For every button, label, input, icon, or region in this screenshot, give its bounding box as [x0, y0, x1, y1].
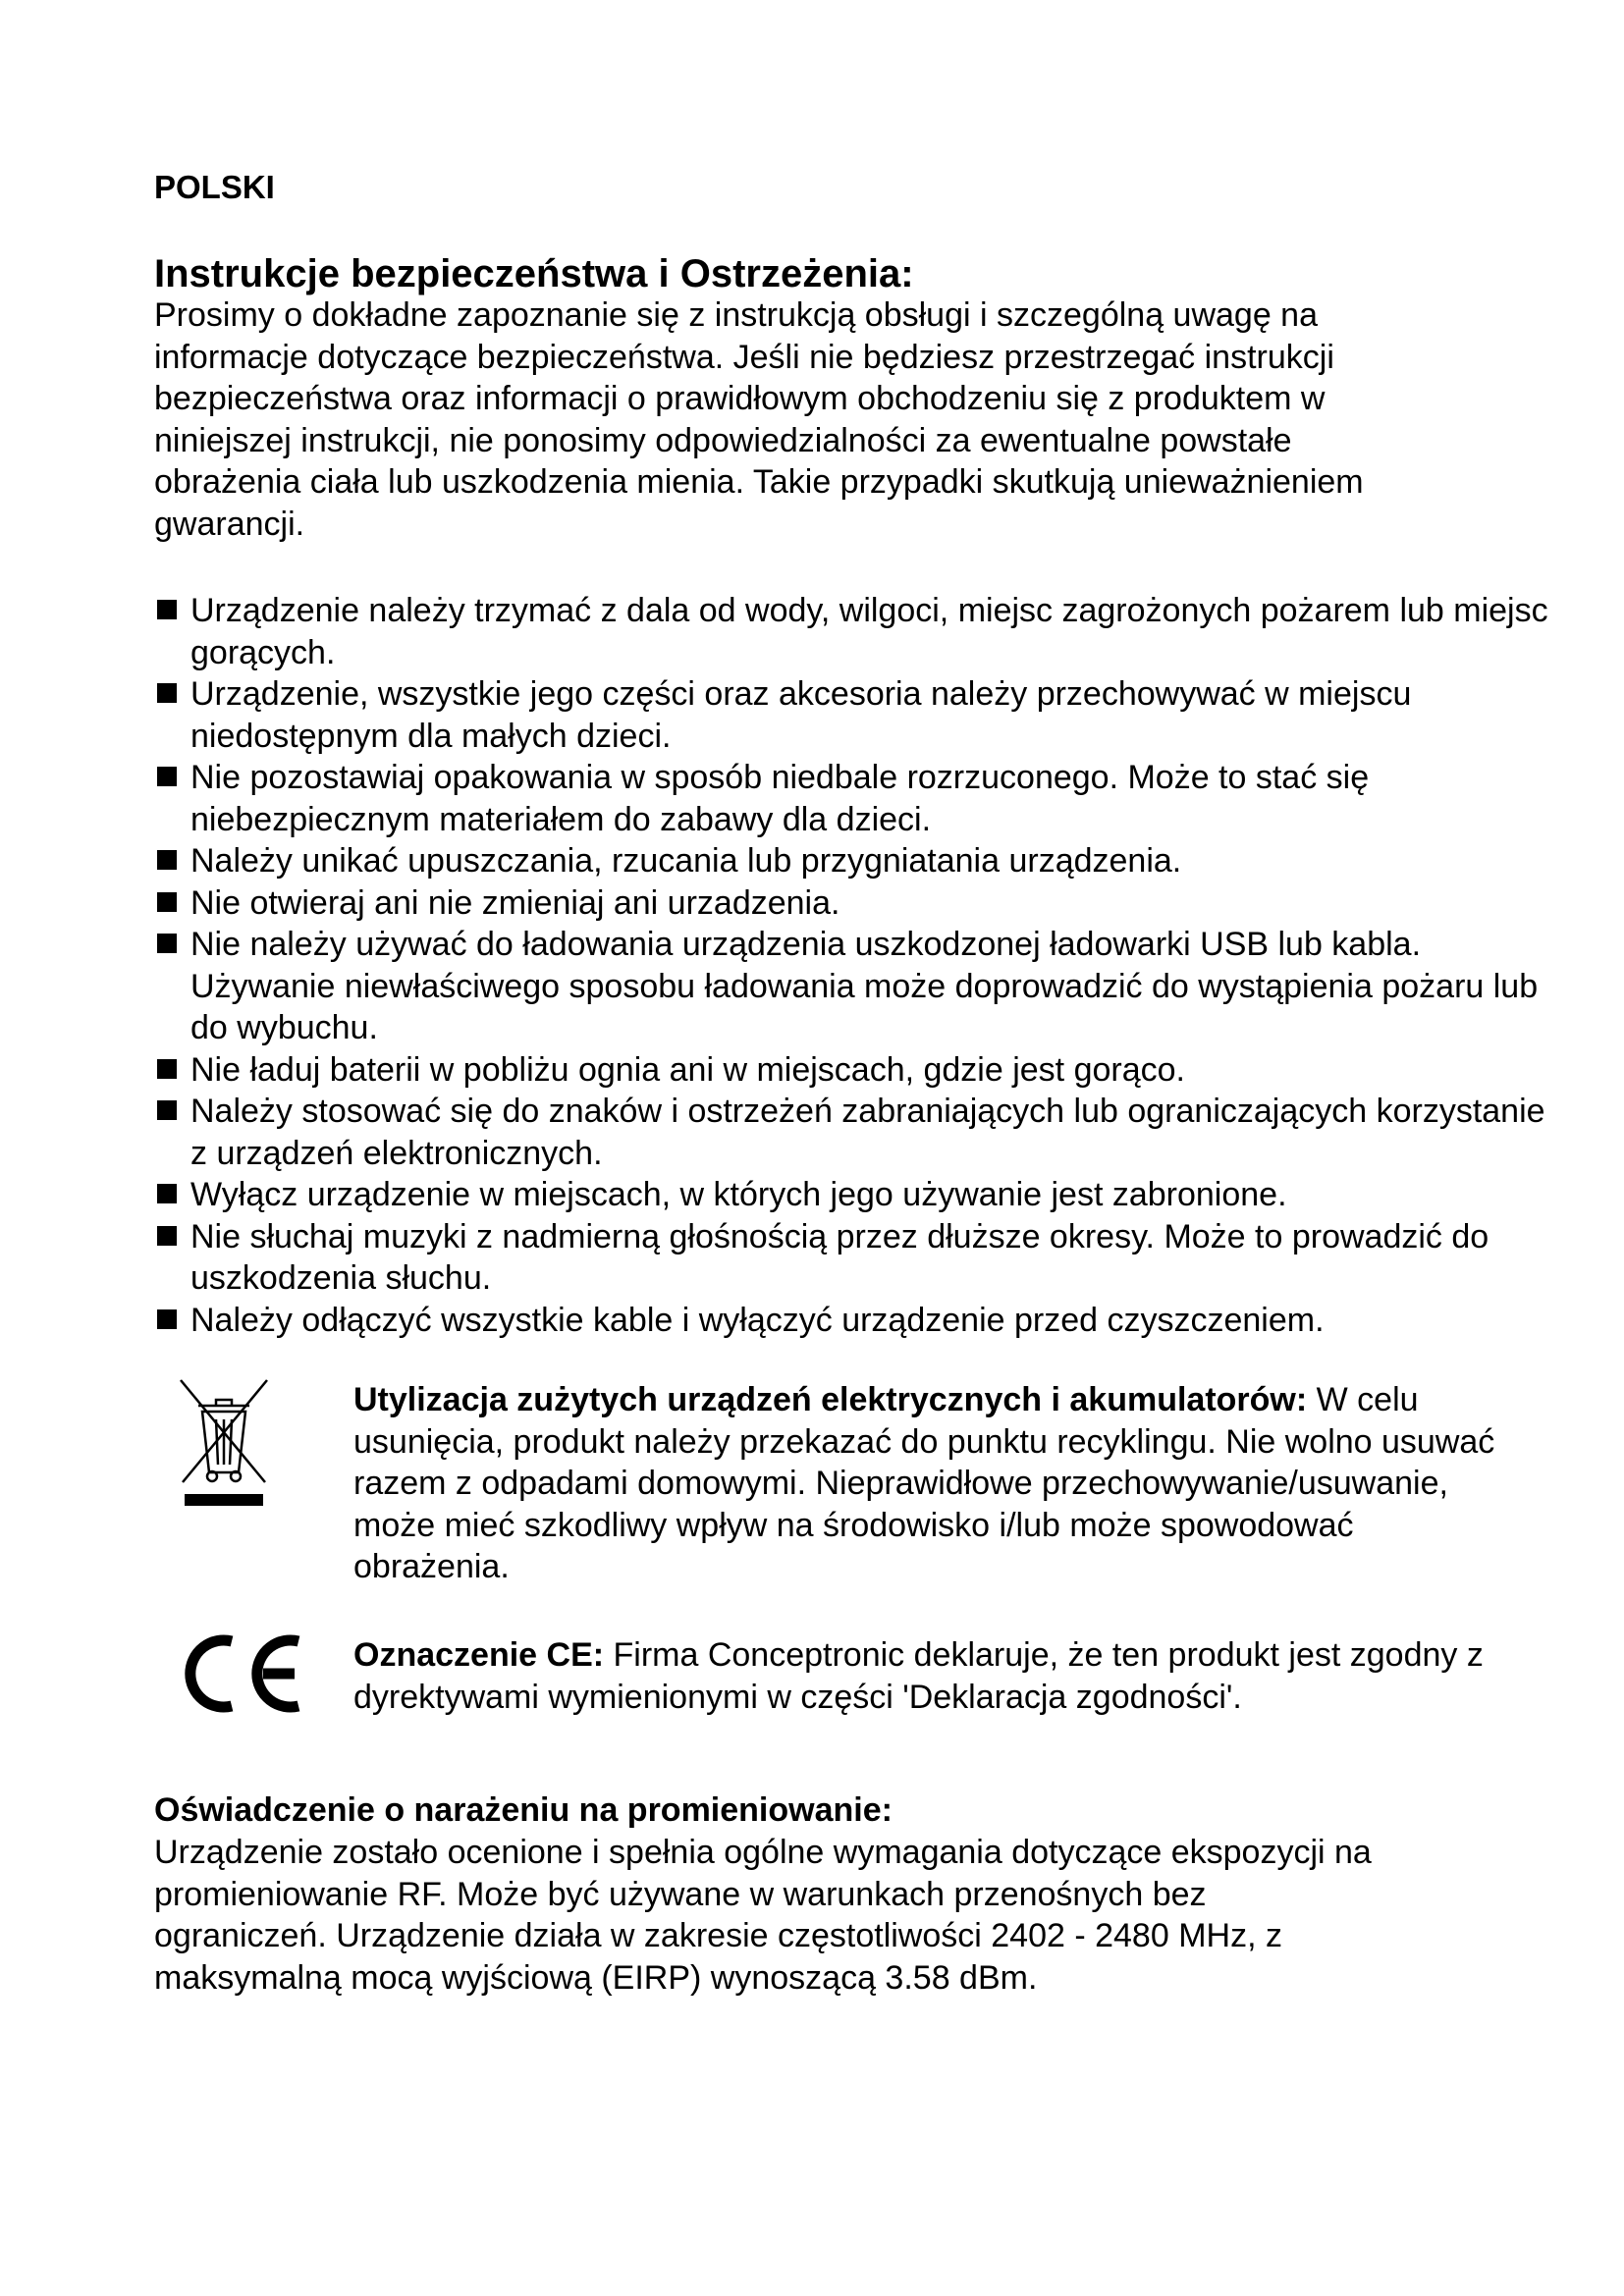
intro-line: informacje dotyczące bezpieczeństwa. Jeśli nie będziesz przestrzegać instrukcji [154, 338, 1334, 376]
radiation-line: maksymalną mocą wyjściową (EIRP) wynoszącą 3.58 dBm. [154, 1958, 1038, 1997]
bullet-square-icon [157, 600, 177, 619]
radiation-title: Oświadczenie o narażeniu na promieniowanie: [154, 1791, 893, 1829]
bullet-square-icon [157, 892, 177, 912]
list-item [154, 590, 1548, 673]
list-item [154, 1091, 1548, 1174]
bullet-square-icon [157, 1309, 177, 1329]
list-item [154, 882, 1548, 925]
intro-line: bezpieczeństwa oraz informacji o prawidłowym obchodzeniu się z produktem w [154, 380, 1326, 417]
list-item [154, 840, 1548, 882]
intro-line: obrażenia ciała lub uszkodzenia mienia. Takie przypadki skutkują unieważnieniem [154, 463, 1364, 501]
bullet-square-icon [157, 1059, 177, 1079]
bullet-square-icon [157, 934, 177, 953]
bullet-square-icon [157, 1100, 177, 1120]
radiation-line: ograniczeń. Urządzenie działa w zakresie częstotliwości 2402 - 2480 MHz, z [154, 1917, 1282, 1954]
radiation-line: Urządzenie zostało ocenione i spełnia ogólne wymagania dotyczące ekspozycji na [154, 1834, 1372, 1871]
bullet-square-icon [157, 850, 177, 870]
list-item [154, 757, 1548, 840]
list-item [154, 1216, 1548, 1300]
list-item [154, 1174, 1548, 1216]
bullet-text: Należy stosować się do znaków i ostrzeżeń zabraniających lub ograniczających korzystanie z urządzeń elektronicznych. [190, 1093, 1545, 1172]
ce-title: Oznaczenie CE: [353, 1636, 605, 1674]
bullet-text: Urządzenie należy trzymać z dala od wody, wilgoci, miejsc zagrożonych pożarem lub miejsc gorących. [190, 592, 1548, 671]
radiation-statement [154, 1832, 1548, 1999]
bullet-text: Nie ładuj baterii w pobliżu ognia ani w miejscach, gdzie jest gorąco. [190, 1050, 1185, 1089]
bullet-text: Nie otwieraj ani nie zmieniaj ani urzadzenia. [190, 883, 840, 922]
bullet-text: Nie pozostawiaj opakowania w sposób niedbale rozrzuconego. Może to stać się niebezpiecznym materiałem do zabawy dla dzieci. [190, 759, 1370, 838]
bullet-square-icon [157, 1226, 177, 1246]
weee-crossed-bin-icon [177, 1378, 271, 1508]
bullet-square-icon [157, 683, 177, 703]
weee-text: W celu usunięcia, produkt należy przekazać do punktu recyklingu. Nie wolno usuwać razem z odpadami domowymi. Nieprawidłowe przechowywanie/usuwanie, może mieć szkodliwy wpływ na środowisko i/lub może spowodować obrażenia. [353, 1381, 1495, 1585]
list-item [154, 924, 1548, 1049]
intro-line: gwarancji. [154, 505, 305, 543]
bullet-text: Nie słuchaj muzyki z nadmierną głośnością przez dłuższe okresy. Może to prowadzić do uszkodzenia słuchu. [190, 1217, 1489, 1297]
language-label: POLSKI [154, 169, 275, 205]
bullet-text: Należy unikać upuszczania, rzucania lub przygniatania urządzenia. [190, 842, 1182, 880]
ce-section [353, 1634, 1512, 1718]
list-item [154, 673, 1548, 757]
radiation-line: promieniowanie RF. Może być używane w warunkach przenośnych bez [154, 1875, 1207, 1913]
weee-section [353, 1379, 1512, 1588]
list-item [154, 1049, 1548, 1092]
bullet-text: Nie należy używać do ładowania urządzenia uszkodzonej ładowarki USB lub kabla. Używanie niewłaściwego sposobu ładowania może doprowadzić do wystąpienia pożaru lub do wybuchu. [190, 926, 1539, 1046]
safety-intro [154, 294, 1529, 545]
ce-mark-icon [179, 1631, 306, 1716]
intro-line: niniejszej instrukcji, nie ponosimy odpowiedzialności za ewentualne powstałe [154, 421, 1292, 459]
safety-bullet-list [154, 590, 1548, 1341]
ce-text: Firma Conceptronic deklaruje, że ten produkt jest zgodny z dyrektywami wymienionymi w części 'Deklaracja zgodności'. [353, 1636, 1484, 1716]
bullet-text: Urządzenie, wszystkie jego części oraz akcesoria należy przechowywać w miejscu niedostępnym dla małych dzieci. [190, 675, 1412, 755]
bullet-square-icon [157, 1184, 177, 1203]
weee-title: Utylizacja zużytych urządzeń elektrycznych i akumulatorów: [353, 1381, 1308, 1418]
bullet-text: Należy odłączyć wszystkie kable i wyłączyć urządzenie przed czyszczeniem. [190, 1301, 1325, 1339]
bullet-square-icon [157, 767, 177, 786]
safety-title: Instrukcje bezpieczeństwa i Ostrzeżenia: [154, 252, 914, 295]
list-item [154, 1300, 1548, 1342]
intro-line: Prosimy o dokładne zapoznanie się z instrukcją obsługi i szczególną uwagę na [154, 296, 1319, 334]
bullet-text: Wyłącz urządzenie w miejscach, w których jego używanie jest zabronione. [190, 1176, 1287, 1213]
